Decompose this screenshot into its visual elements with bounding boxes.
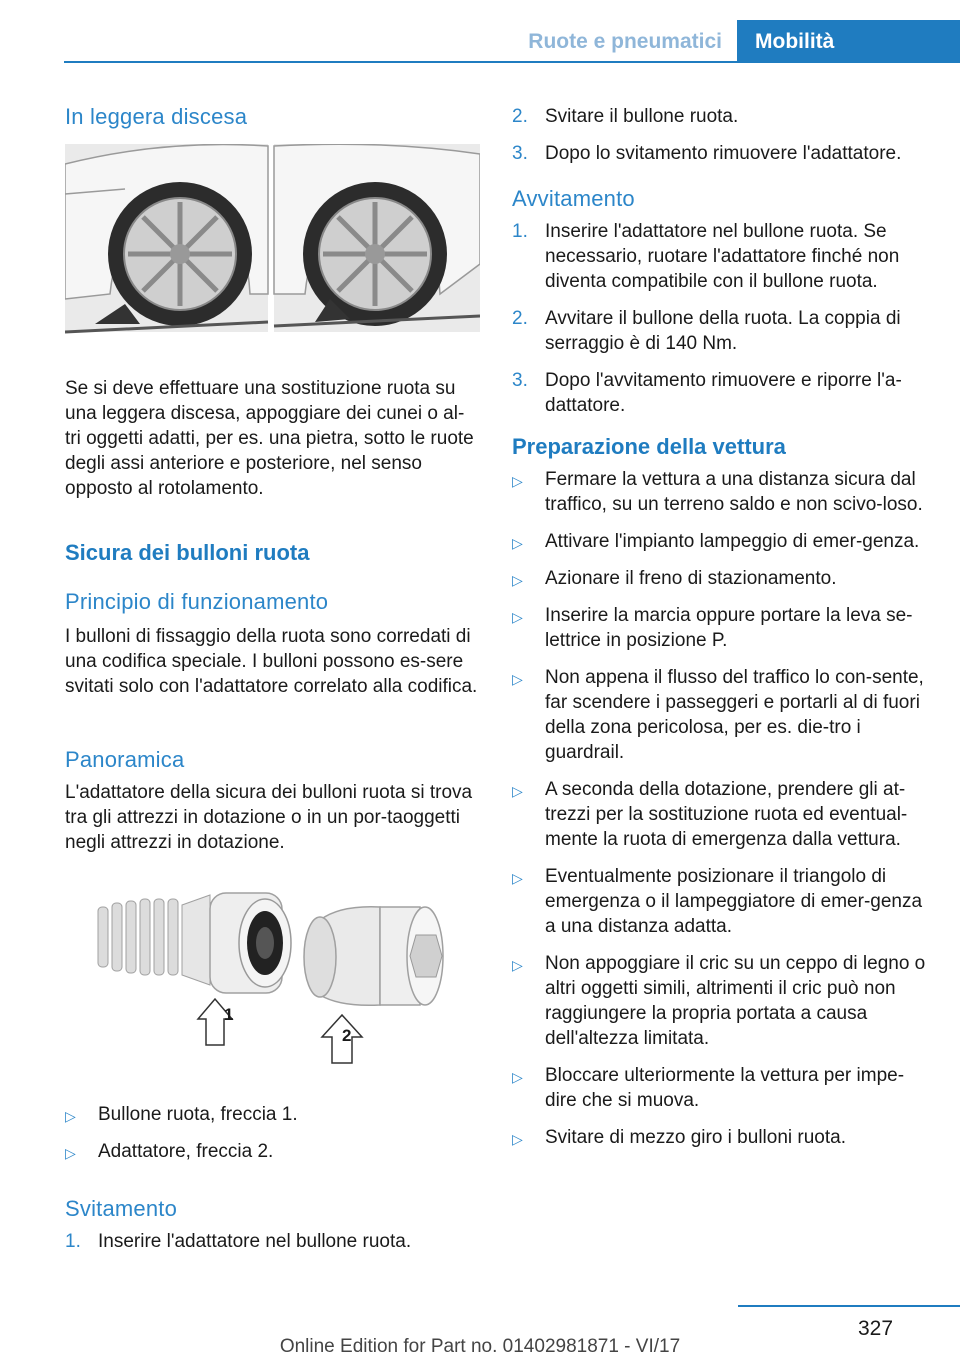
- heading-downhill: In leggera discesa: [65, 104, 248, 129]
- list-item: ▷ Adattatore, freccia 2.: [65, 1139, 480, 1164]
- para-principle: I bulloni di fissaggio della ruota sono corredati di una codifica speciale. I bulloni possono es‐sere svitati solo con l'adattatore correlato alla codifica.: [65, 626, 478, 697]
- heading-overview: Panoramica: [65, 747, 185, 772]
- screw-steps: [512, 219, 927, 430]
- heading-wheel-locks: Sicura dei bulloni ruota: [65, 540, 310, 565]
- bullet-icon: ▷: [512, 671, 523, 687]
- wheel-chocks-illustration: [65, 144, 480, 344]
- para-downhill: Se si deve effettuare una sostituzione ruota su una leggera discesa, appoggiare dei cunei o al‐tri oggetti adatti, per es. una pietra, sotto le ruote degli assi anteriore e posteriore, nel senso opposto al rotolamento.: [65, 378, 474, 499]
- header-section-title: Ruote e pneumatici: [528, 30, 722, 53]
- legend-list: [65, 1102, 480, 1176]
- unscrew-steps-continued: [512, 104, 927, 178]
- callout-2: 2: [342, 1026, 352, 1045]
- bullet-icon: ▷: [512, 609, 523, 625]
- bullet-icon: ▷: [512, 870, 523, 886]
- list-item: ▷ Inserire la marcia oppure portare la leva se‐lettrice in posizione P.: [512, 605, 913, 651]
- bullet-icon: ▷: [512, 783, 523, 799]
- list-item: ▷ A seconda della dotazione, prendere gli at‐trezzi per la sostituzione ruota ed eventual‐mente la ruota di emergenza dalla vettura.: [512, 779, 908, 850]
- bullet-icon: ▷: [65, 1145, 76, 1161]
- footer-rule: [738, 1305, 960, 1307]
- list-item: 1. Inserire l'adattatore nel bullone ruota.: [65, 1231, 412, 1252]
- footer-edition: Online Edition for Part no. 01402981871 - VI/17: [279, 1336, 681, 1357]
- list-item: ▷ Non appena il flusso del traffico lo con‐sente, far scendere i passeggeri e portarli al di fuori della zona pericolosa, per es. die‐tro i guardrail.: [512, 667, 924, 763]
- list-item: ▷ Fermare la vettura a una distanza sicura dal traffico, su un terreno saldo e non scivo‐loso.: [512, 469, 923, 515]
- bullet-icon: ▷: [512, 535, 523, 551]
- list-item: ▷ Azionare il freno di stazionamento.: [512, 566, 930, 591]
- unscrew-steps: [65, 1229, 480, 1266]
- list-item: 3. Dopo lo svitamento rimuovere l'adattatore.: [512, 143, 902, 164]
- list-item: ▷ Bullone ruota, freccia 1.: [65, 1102, 480, 1127]
- bullet-icon: ▷: [512, 1069, 523, 1085]
- list-item: ▷ Attivare l'impianto lampeggio di emer‐genza.: [512, 529, 930, 554]
- list-item: 2. Avvitare il bullone della ruota. La coppia di serraggio è di 140 Nm.: [512, 308, 901, 354]
- heading-screw: Avvitamento: [512, 186, 635, 211]
- bullet-icon: ▷: [512, 473, 523, 489]
- bolt-adapter-drawing: [90, 885, 470, 1075]
- callout-1: 1: [224, 1005, 234, 1024]
- list-item: 1. Inserire l'adattatore nel bullone ruota. Se necessario, ruotare l'adattatore finché non diventa compatibile con il bullone ruota.: [512, 221, 900, 292]
- bolt-adapter-illustration: [90, 885, 470, 1075]
- heading-principle: Principio di funzionamento: [65, 589, 329, 614]
- list-item: ▷ Bloccare ulteriormente la vettura per impe‐dire che si muova.: [512, 1065, 905, 1111]
- header-rule: [64, 61, 960, 63]
- page-number: 327: [858, 1317, 894, 1340]
- list-item: 3. Dopo l'avvitamento rimuovere e riporre l'a‐dattatore.: [512, 370, 902, 416]
- list-item: ▷ Eventualmente posizionare il triangolo di emergenza o il lampeggiatore di emer‐genza a una distanza adatta.: [512, 866, 923, 937]
- heading-unscrew: Svitamento: [65, 1196, 178, 1221]
- prep-list: [512, 467, 930, 1162]
- header-chapter-tab: Mobilità: [737, 20, 960, 62]
- list-item: ▷ Svitare di mezzo giro i bulloni ruota.: [512, 1125, 930, 1150]
- list-item: 2. Svitare il bullone ruota.: [512, 106, 739, 127]
- heading-vehicle-prep: Preparazione della vettura: [512, 434, 786, 459]
- para-overview: L'adattatore della sicura dei bulloni ruota si trova tra gli attrezzi in dotazione o in un por‐taoggetti negli attrezzi in dotazione.: [65, 782, 473, 853]
- bullet-icon: ▷: [512, 572, 523, 588]
- bullet-icon: ▷: [512, 957, 523, 973]
- bullet-icon: ▷: [512, 1131, 523, 1147]
- list-item: ▷ Non appoggiare il cric su un ceppo di legno o altri oggetti simili, altrimenti il cric può non raggiungere la propria portata a causa dell'altezza limitata.: [512, 953, 926, 1049]
- bullet-icon: ▷: [65, 1108, 76, 1124]
